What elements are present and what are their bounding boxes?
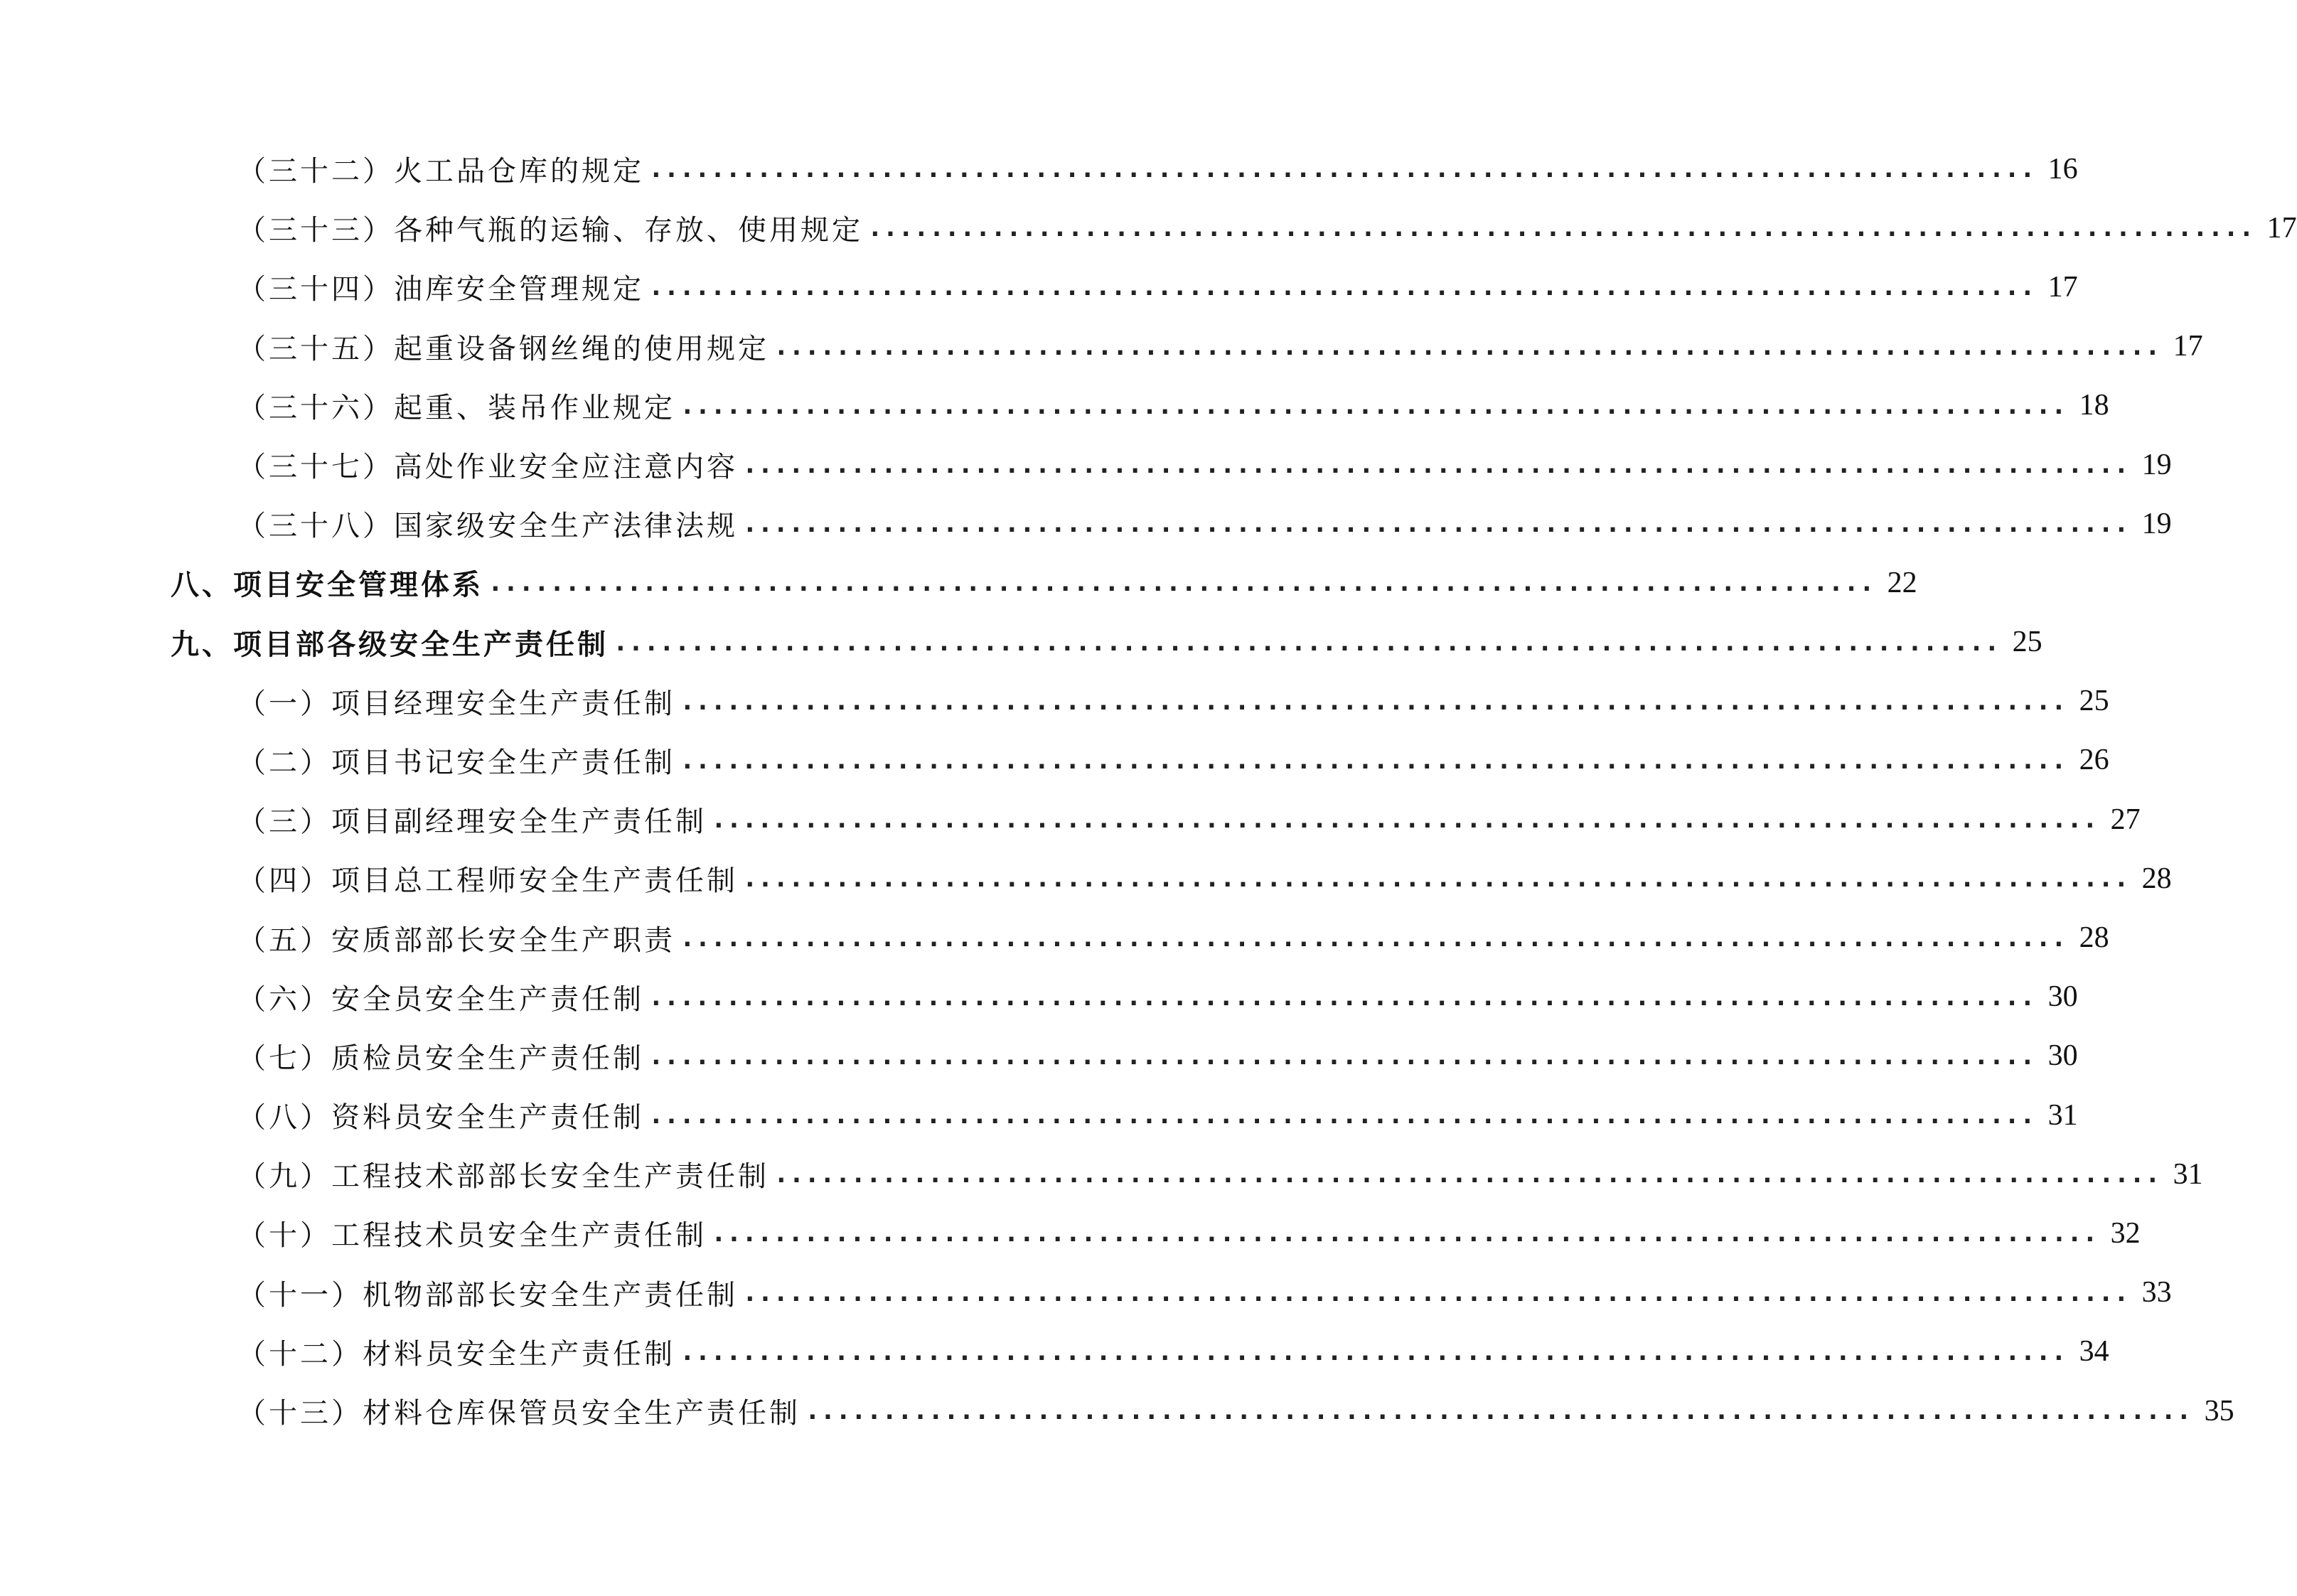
toc-dot-leader: .......................................................................................... (680, 390, 2067, 420)
toc-entry-label: （十）工程技术员安全生产责任制 (237, 1219, 707, 1253)
toc-entry-label: （八）资料员安全生产责任制 (237, 1101, 644, 1135)
toc-page-number: 22 (1887, 566, 1917, 599)
toc-dot-leader: .......................................................................................... (711, 1219, 2098, 1248)
toc-dot-leader: .......................................................................................... (648, 982, 2035, 1012)
toc-dot-leader: .......................................................................................... (613, 627, 2000, 657)
toc-page-number: 35 (2204, 1394, 2234, 1428)
table-of-contents (171, 139, 2297, 1440)
toc-dot-leader: .......................................................................................... (648, 1041, 2035, 1071)
toc-subentry (171, 257, 2078, 316)
toc-dot-leader: .......................................................................................... (680, 745, 2067, 775)
toc-dot-leader: .......................................................................................... (680, 686, 2067, 716)
toc-subentry (171, 1322, 2109, 1381)
toc-page-number: 17 (2173, 330, 2203, 363)
toc-page-number: 19 (2141, 448, 2172, 481)
toc-dot-leader: .......................................................................................... (711, 805, 2098, 835)
toc-subentry (171, 1027, 2078, 1086)
toc-subentry (171, 1145, 2203, 1204)
toc-entry-label: （三十八）国家级安全生产法律法规 (237, 510, 738, 543)
toc-page-number: 28 (2141, 862, 2172, 895)
toc-subentry (171, 317, 2203, 376)
toc-subentry (171, 435, 2172, 494)
toc-subentry (171, 849, 2172, 908)
toc-entry-label: （九）工程技术部部长安全生产责任制 (237, 1160, 769, 1194)
toc-page-number: 27 (2110, 803, 2141, 836)
toc-entry-label: （七）质检员安全生产责任制 (237, 1041, 644, 1075)
toc-subentry (171, 139, 2078, 198)
toc-dot-leader: .......................................................................................... (680, 1337, 2067, 1366)
toc-page-number: 18 (2079, 389, 2109, 422)
toc-page-number: 28 (2079, 921, 2109, 955)
toc-entry-label: 八、项目安全管理体系 (171, 569, 483, 602)
toc-entry-label: （十一）机物部部长安全生产责任制 (237, 1278, 738, 1312)
toc-page-number: 26 (2079, 744, 2109, 777)
toc-subentry (171, 731, 2109, 790)
toc-entry-label: （三十二）火工品仓库的规定 (237, 155, 644, 188)
toc-page-number: 31 (2173, 1157, 2203, 1191)
toc-entry-label: （十三）材料仓库保管员安全生产责任制 (237, 1397, 801, 1430)
toc-page-number: 34 (2079, 1335, 2109, 1369)
toc-dot-leader: .......................................................................................... (648, 1100, 2035, 1130)
toc-entry-label: （六）安全员安全生产责任制 (237, 982, 644, 1016)
toc-page-number: 30 (2047, 980, 2078, 1014)
toc-entry-label: 九、项目部各级安全生产责任制 (171, 628, 609, 661)
toc-page-number: 16 (2047, 152, 2078, 186)
toc-entry-label: （四）项目总工程师安全生产责任制 (237, 864, 738, 898)
toc-page-number: 17 (2047, 270, 2078, 304)
toc-dot-leader: .......................................................................................... (773, 331, 2161, 361)
toc-dot-leader: .......................................................................................... (742, 864, 2129, 894)
toc-entry-label: （十二）材料员安全生产责任制 (237, 1337, 675, 1371)
toc-subentry (171, 790, 2141, 849)
toc-page-number: 30 (2047, 1039, 2078, 1073)
toc-heading-entry (171, 553, 1917, 612)
toc-dot-leader: .......................................................................................... (488, 568, 1875, 598)
toc-heading-entry (171, 613, 2042, 672)
toc-subentry (171, 1263, 2172, 1322)
toc-dot-leader: .......................................................................................... (742, 509, 2129, 539)
toc-entry-label: （三十六）起重、装吊作业规定 (237, 391, 675, 424)
toc-dot-leader: .......................................................................................... (742, 1278, 2129, 1307)
toc-subentry (171, 672, 2109, 731)
toc-page-number: 31 (2047, 1098, 2078, 1132)
toc-entry-label: （三十三）各种气瓶的运输、存放、使用规定 (237, 214, 863, 247)
toc-entry-label: （二）项目书记安全生产责任制 (237, 746, 675, 779)
toc-entry-label: （三）项目副经理安全生产责任制 (237, 805, 707, 839)
toc-dot-leader: .......................................................................................... (773, 1159, 2161, 1189)
toc-subentry (171, 968, 2078, 1027)
toc-dot-leader: .......................................................................................... (648, 154, 2035, 184)
toc-dot-leader: .......................................................................................... (742, 450, 2129, 480)
toc-page-number: 19 (2141, 507, 2172, 540)
toc-subentry (171, 198, 2297, 257)
toc-subentry (171, 376, 2109, 435)
toc-subentry (171, 908, 2109, 967)
toc-subentry (171, 1381, 2234, 1440)
toc-page-number: 32 (2110, 1216, 2141, 1250)
toc-dot-leader: .......................................................................................... (867, 213, 2254, 243)
toc-entry-label: （三十五）起重设备钢丝绳的使用规定 (237, 332, 769, 365)
toc-subentry (171, 1086, 2078, 1145)
toc-entry-label: （三十七）高处作业安全应注意内容 (237, 451, 738, 484)
toc-page-number: 25 (2079, 685, 2109, 718)
toc-entry-label: （五）安质部部长安全生产职责 (237, 923, 675, 957)
toc-dot-leader: .......................................................................................... (680, 923, 2067, 953)
toc-dot-leader: .......................................................................................... (805, 1396, 2192, 1426)
toc-subentry (171, 1204, 2141, 1263)
toc-dot-leader: .......................................................................................... (648, 272, 2035, 302)
toc-entry-label: （一）项目经理安全生产责任制 (237, 687, 675, 720)
toc-page-number: 33 (2141, 1276, 2172, 1310)
toc-entry-label: （三十四）油库安全管理规定 (237, 273, 644, 306)
toc-page-number: 17 (2266, 211, 2297, 245)
toc-subentry (171, 494, 2172, 553)
toc-page-number: 25 (2012, 626, 2042, 659)
